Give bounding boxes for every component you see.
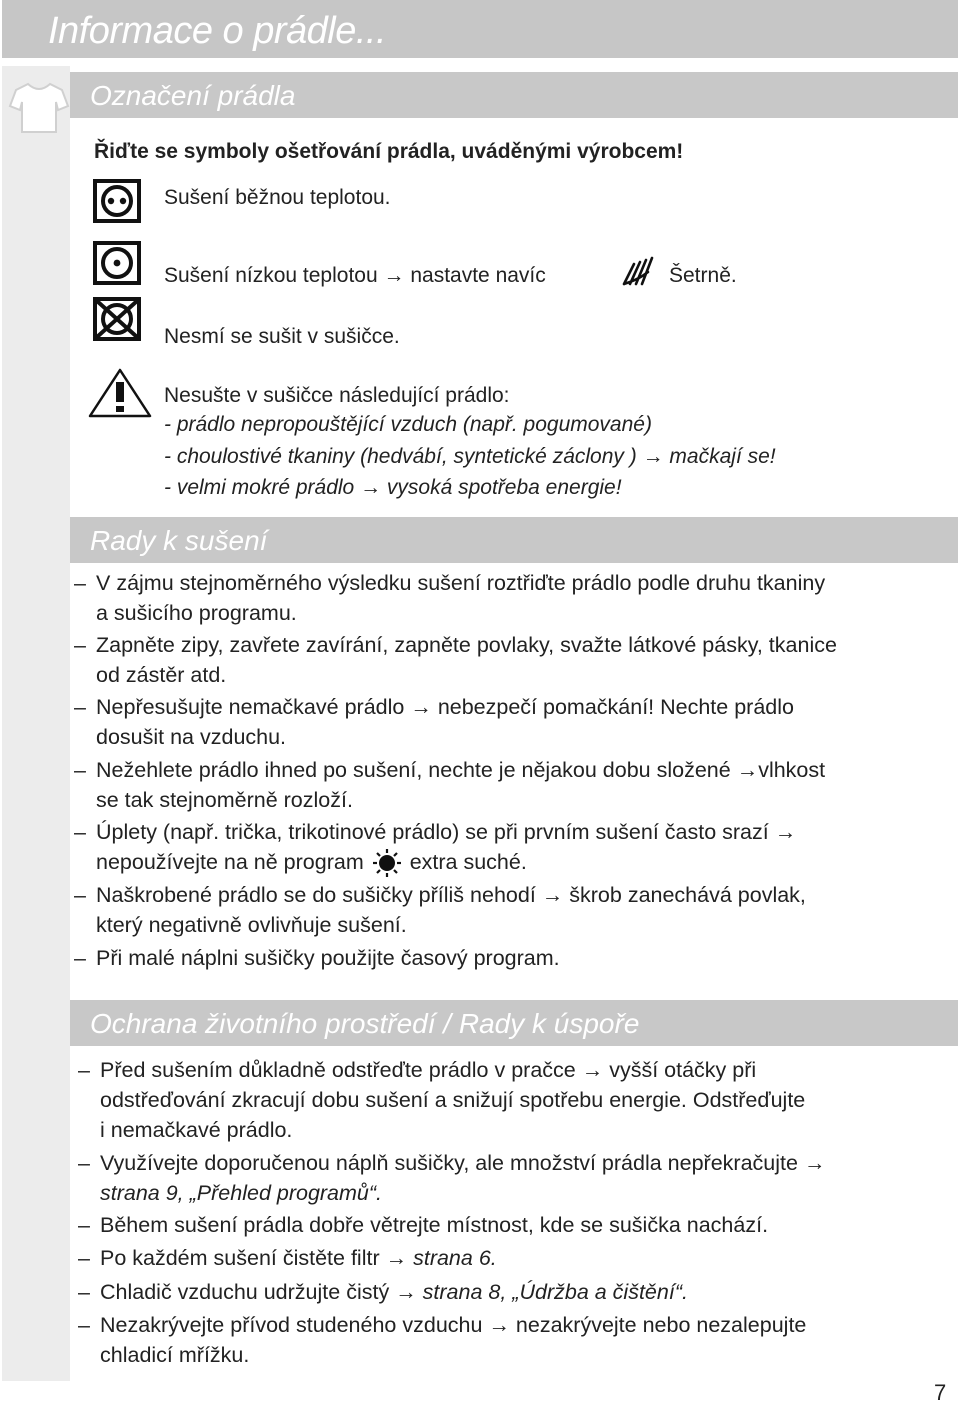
warning-item-2 xyxy=(164,442,776,472)
list-item-line xyxy=(96,880,806,911)
text-fragment: Nezakrývejte přívod studeného vzduchu xyxy=(100,1313,483,1337)
label-dry-low-prefix: Sušení nízkou teplotou xyxy=(164,264,378,287)
bullet: – xyxy=(74,571,86,595)
left-margin-strip xyxy=(2,66,70,1381)
arrow: → xyxy=(774,820,797,844)
text-fragment: extra suché. xyxy=(409,850,527,874)
bullet: – xyxy=(78,1151,90,1175)
bullet: – xyxy=(74,695,86,719)
list-item-line xyxy=(96,817,796,848)
list-item-line: se tak stejnoměrně rozloží. xyxy=(96,788,353,812)
extra-dry-sun-icon xyxy=(370,848,404,878)
warning-icon xyxy=(86,366,154,420)
warning-item-3-prefix: - velmi mokré prádlo xyxy=(164,476,355,499)
text-fragment: Před sušením důkladně odstřeďte prádlo v pračce xyxy=(100,1058,576,1082)
text-fragment: vlhkost xyxy=(758,758,826,782)
list-item-line: Při malé náplni sušičky použijte časový program. xyxy=(96,946,560,970)
section-title-tips: Rady k sušení xyxy=(90,525,268,556)
warning-item-3 xyxy=(164,473,622,503)
label-dry-low xyxy=(164,261,546,291)
list-item-line: a sušicího programu. xyxy=(96,601,297,625)
list-item-line xyxy=(100,1310,806,1341)
bullet: – xyxy=(78,1280,90,1304)
arrow: → xyxy=(642,445,664,468)
list-item-line: dosušit na vzduchu. xyxy=(96,725,287,749)
list-item-line: který negativně ovlivňuje sušení. xyxy=(96,913,407,937)
bullet: – xyxy=(78,1313,90,1337)
label-dry-normal: Sušení běžnou teplotou. xyxy=(164,186,391,209)
warning-item-2-suffix: mačkají se! xyxy=(669,445,776,468)
list-item-line: V zájmu stejnoměrného výsledku sušení roztřiďte prádlo podle druhu tkaniny xyxy=(96,571,826,595)
arrow: → xyxy=(541,883,564,907)
title-bar xyxy=(2,0,958,58)
tumble-dry-low-icon xyxy=(92,240,142,286)
list-item-line: Během sušení prádla dobře větrejte místnost, kde se sušička nachází. xyxy=(100,1213,769,1237)
arrow: → xyxy=(410,695,432,719)
text-fragment: nezakrývejte nebo nezalepujte xyxy=(515,1313,807,1337)
list-item-line xyxy=(100,1277,688,1308)
text-fragment: strana 6. xyxy=(413,1246,497,1270)
arrow: → xyxy=(581,1058,604,1082)
bullet: – xyxy=(74,883,86,907)
bullet: – xyxy=(74,820,86,844)
bullet: – xyxy=(78,1246,90,1270)
page-title: Informace o prádle... xyxy=(48,10,387,52)
do-not-tumble-dry-icon xyxy=(92,296,142,342)
text-fragment: nebezpečí pomačkání! Nechte prádlo xyxy=(437,695,794,719)
text-fragment: Nežehlete prádlo ihned po sušení, nechte je nějakou dobu složené xyxy=(96,758,731,782)
arrow: → xyxy=(383,264,405,287)
list-item-line xyxy=(100,1148,825,1179)
warning-item-1: - prádlo nepropouštějící vzduch (např. pogumované) xyxy=(164,413,652,436)
label-dry-low-suffix: Šetrně. xyxy=(669,264,737,287)
warning-item-2-prefix: - choulostivé tkaniny (hedvábí, syntetické záclony ) xyxy=(164,445,637,468)
gentle-hand-icon xyxy=(620,254,656,288)
list-item-line xyxy=(96,755,825,786)
list-item-line xyxy=(96,692,794,723)
list-item-line: strana 9, „Přehled programů“. xyxy=(100,1181,383,1205)
list-item-line xyxy=(96,847,527,878)
label-dry-low-middle: nastavte navíc xyxy=(410,264,546,287)
text-fragment: strana 8, „Údržba a čištění“. xyxy=(422,1280,688,1304)
bullet: – xyxy=(74,758,86,782)
warning-intro: Nesušte v sušičce následující prádlo: xyxy=(164,384,510,407)
bullet: – xyxy=(78,1213,90,1237)
list-item-line xyxy=(100,1243,497,1274)
text-fragment: Využívejte doporučenou náplň sušičky, ale množství prádla nepřekračujte xyxy=(100,1151,798,1175)
text-fragment: nepoužívejte na ně program xyxy=(96,850,364,874)
page-number: 7 xyxy=(934,1380,947,1405)
section-title-labels: Označení prádla xyxy=(90,80,296,111)
label-no-dry: Nesmí se sušit v sušičce. xyxy=(164,325,400,348)
text-fragment: vyšší otáčky při xyxy=(609,1058,757,1082)
arrow: → xyxy=(360,476,382,499)
list-item-line xyxy=(100,1055,756,1086)
warning-item-3-suffix: vysoká spotřeba energie! xyxy=(386,476,622,499)
bullet: – xyxy=(74,946,86,970)
text-fragment: škrob zanechává povlak, xyxy=(569,883,806,907)
shirt-icon xyxy=(8,80,70,134)
arrow: → xyxy=(385,1246,408,1270)
text-fragment: Po každém sušení čistěte filtr xyxy=(100,1246,380,1270)
arrow: → xyxy=(736,758,759,782)
text-fragment: Chladič vzduchu udržujte čistý xyxy=(100,1280,390,1304)
labels-instruction: Řiďte se symboly ošetřování prádla, uváděnými výrobcem! xyxy=(94,140,684,163)
list-item-line: Zapněte zipy, zavřete zavírání, zapněte povlaky, svažte látkové pásky, tkanice xyxy=(96,633,837,657)
text-fragment: Nepřesušujte nemačkavé prádlo xyxy=(96,695,405,719)
tumble-dry-normal-icon xyxy=(92,178,142,224)
list-item-line: chladicí mřížku. xyxy=(100,1343,250,1367)
bullet: – xyxy=(74,633,86,657)
text-fragment: Naškrobené prádlo se do sušičky příliš nehodí xyxy=(96,883,536,907)
list-item-line: i nemačkavé prádlo. xyxy=(100,1118,293,1142)
section-title-environment: Ochrana životního prostředí / Rady k úspoře xyxy=(90,1008,640,1039)
bullet: – xyxy=(78,1058,90,1082)
arrow: → xyxy=(803,1151,826,1175)
section-header-environment xyxy=(70,1000,958,1046)
section-header-tips xyxy=(70,517,958,563)
list-item-line: odstřeďování zkracují dobu sušení a snižují spotřebu energie. Odstřeďujte xyxy=(100,1088,806,1112)
list-item-line: od zástěr atd. xyxy=(96,663,227,687)
arrow: → xyxy=(488,1313,510,1337)
arrow: → xyxy=(395,1280,417,1304)
text-fragment: Úplety (např. trička, trikotinové prádlo) se při prvním sušení často srazí xyxy=(96,820,769,844)
section-header-labels xyxy=(70,72,958,118)
